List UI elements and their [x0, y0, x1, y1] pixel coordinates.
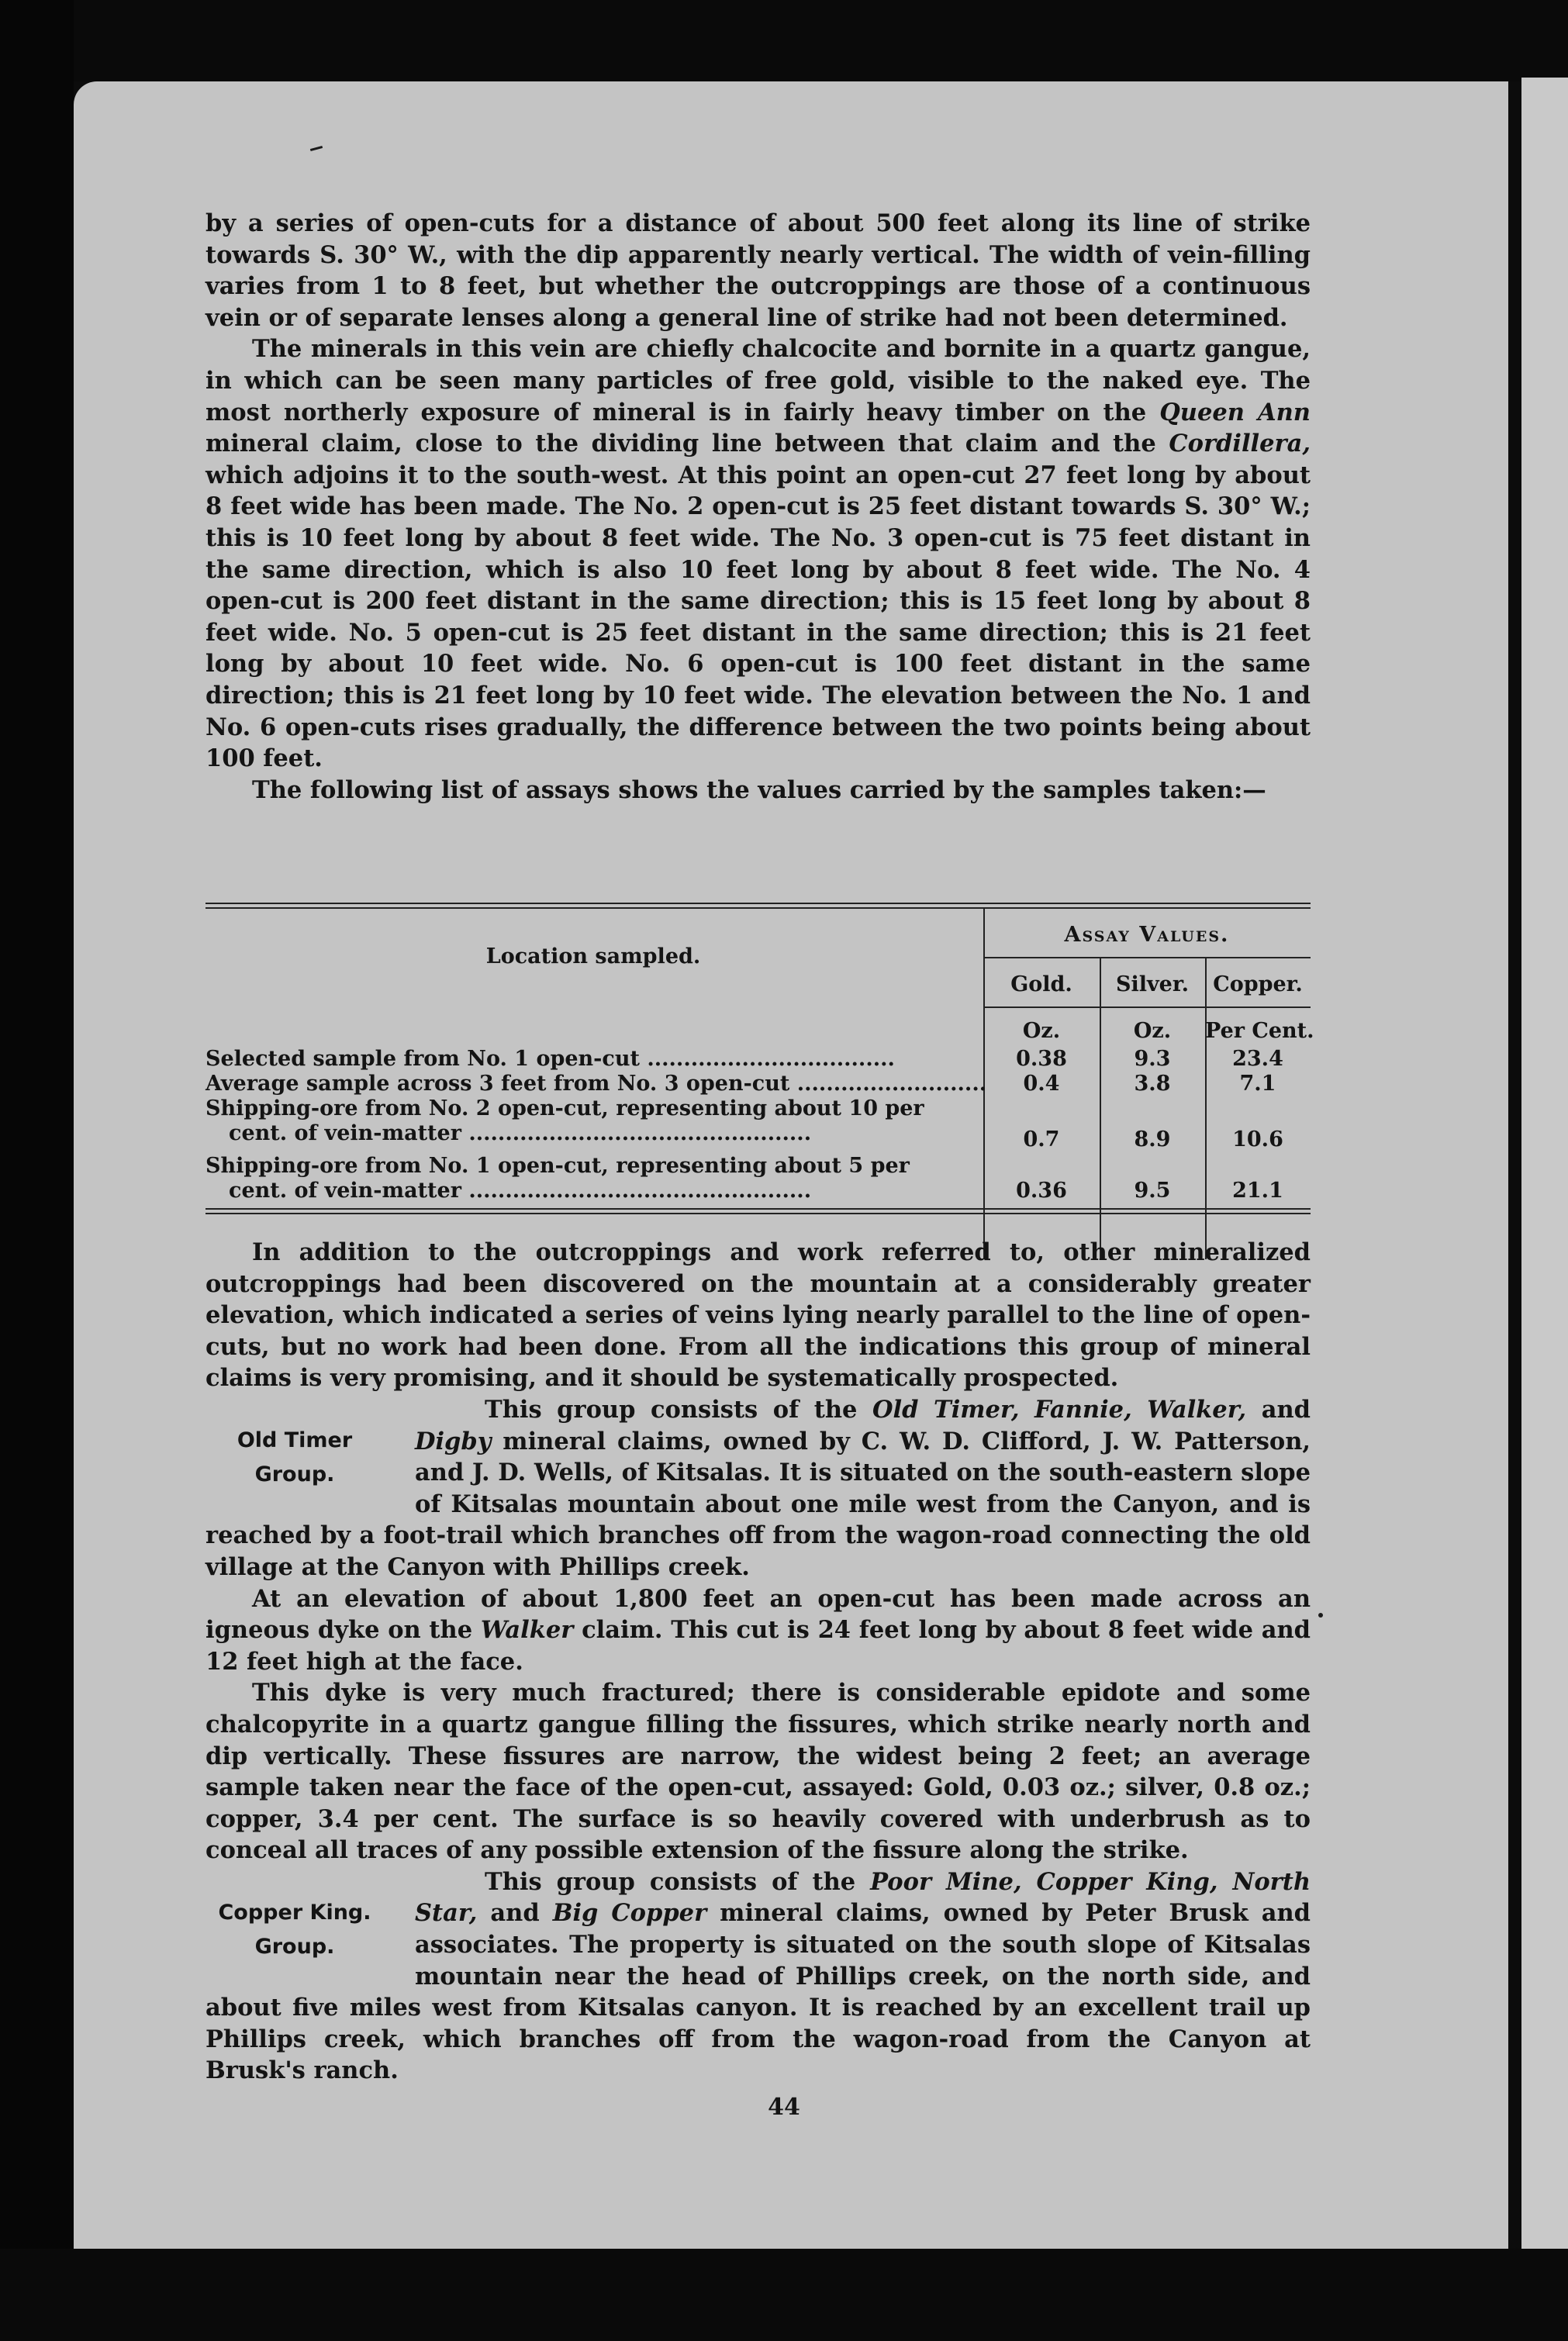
adjacent-page-edge — [1521, 78, 1568, 2264]
table-row-label-cont: cent. of vein-matter ............................................... — [229, 1179, 812, 1203]
paragraph-old-timer-group: This group consists of the Old Timer, Fannie, Walker, and Digby mineral claims, owned by C. W. D. Clifford, J. W. Patterson, and J. D. Wells, of Kitsalas. It is situated on the south-eastern slope of Kitsalas mountain about one mile west from the Canyon, and is reached by a foot-trail which branches off from the wagon-road connecting the old village at the Canyon with Phillips creek. — [205, 1395, 1311, 1581]
col-header-location: Location sampled. — [485, 944, 701, 969]
table-row-label: Shipping-ore from No. 1 open-cut, representing about 5 per — [205, 1154, 910, 1178]
page-number: 44 — [768, 2094, 800, 2121]
cell-silver: 9.3 — [1134, 1047, 1171, 1071]
table-bottom-rule — [205, 1208, 1311, 1210]
claim-name-walker: Walker — [480, 1616, 574, 1645]
cell-gold: 0.36 — [1016, 1179, 1067, 1203]
col-header-copper: Copper. — [1213, 972, 1303, 996]
cell-gold: 0.38 — [1016, 1047, 1067, 1071]
cell-silver: 9.5 — [1134, 1179, 1171, 1203]
claim-names-old-timer: Old Timer, Fannie, Walker, — [872, 1395, 1247, 1424]
col-header-gold: Gold. — [1010, 972, 1072, 996]
table-header-rule — [983, 1006, 1311, 1008]
cell-gold: 0.4 — [1023, 1072, 1060, 1096]
cell-gold: 0.7 — [1023, 1127, 1060, 1152]
claim-name-cordillera: Cordillera, — [1169, 430, 1311, 458]
claim-name-digby: Digby — [415, 1427, 492, 1455]
table-row-label-cont: cent. of vein-matter ............................................... — [229, 1121, 812, 1145]
cell-silver: 3.8 — [1134, 1072, 1171, 1096]
sidehead-copper-king: Copper King. Group. — [218, 1901, 371, 1959]
body-text-top — [205, 208, 1311, 806]
table-group-rule — [983, 957, 1311, 958]
table-row-label: Shipping-ore from No. 2 open-cut, representing about 10 per — [205, 1096, 924, 1120]
paragraph-minerals: The minerals in this vein are chiefly chalcocite and bornite in a quartz gangue, in which can be seen many particles of free gold, visible to the naked eye. The most northerly exposure of mineral is in fairly heavy timber on the Queen Ann mineral claim, close to the dividing line between that claim and the Cordillera, which adjoins it to the south-west. At this point an open-cut 27 feet long by about 8 feet wide has been made. The No. 2 open-cut is 25 feet distant towards S. 30° W.; this is 10 feet long by about 8 feet wide. The No. 3 open-cut is 75 feet distant in the same direction, which is also 10 feet long by about 8 feet wide. The No. 4 open-cut is 200 feet distant in the same direction; this is 15 feet long by about 8 feet wide. No. 5 open-cut is 25 feet distant in the same direction; this is 21 feet long by about 10 feet wide. No. 6 open-cut is 100 feet distant in the same direction; this is 21 feet long by 10 feet wide. The elevation between the No. 1 and No. 6 open-cuts rises gradually, the difference between the two points being about 100 feet. — [205, 335, 1311, 773]
paragraph-copper-king-group: This group consists of the Poor Mine, Copper King, North Star, and Big Copper mineral claims, owned by Peter Brusk and associates. The property is situated on the south slope of Kitsalas mountain near the head of Phillips creek, on the north side, and about five miles west from Kitsalas canyon. It is reached by an excellent trail up Phillips creek, which branches off from the wagon-road from the Canyon at Brusk's ranch. — [205, 1867, 1311, 2085]
cell-copper: 10.6 — [1232, 1127, 1283, 1152]
claim-name-queen-ann: Queen Ann — [1159, 398, 1311, 426]
unit-silver: Oz. — [1133, 1019, 1172, 1043]
scan-border-left — [0, 0, 74, 2341]
paragraph-walker-cut: At an elevation of about 1,800 feet an open-cut has been made across an igneous dyke on the Walker claim. This cut is 24 feet long by about 8 feet wide and 12 feet high at the face. — [205, 1584, 1311, 1676]
paragraph-assay-intro: The following list of assays shows the values carried by the samples taken:— — [252, 775, 1266, 804]
cell-copper: 21.1 — [1232, 1179, 1283, 1203]
table-top-rule-2 — [205, 907, 1311, 909]
table-top-rule — [205, 903, 1311, 904]
table-row-label: Selected sample from No. 1 open-cut .................................. — [205, 1047, 895, 1071]
table-row-label: Average sample across 3 feet from No. 3 open-cut .......................... — [205, 1072, 987, 1096]
col-group-assay-values: Assay Values. — [1064, 923, 1230, 947]
cell-copper: 23.4 — [1232, 1047, 1283, 1071]
unit-copper: Per Cent. — [1205, 1019, 1314, 1043]
paragraph-dyke: This dyke is very much fractured; there is considerable epidote and some chalcopyrite in a quartz gangue filling the fissures, which strike nearly north and dip vertically. These fissures are narrow, the widest being 2 feet; an average sample taken near the face of the open-cut, assayed: Gold, 0.03 oz.; silver, 0.8 oz.; copper, 3.4 per cent. The surface is so heavily covered with underbrush as to conceal all traces of any possible extension of the fissure along the strike. — [205, 1679, 1311, 1865]
cell-copper: 7.1 — [1239, 1072, 1276, 1096]
sidehead-old-timer: Old Timer Group. — [237, 1428, 353, 1486]
paragraph-other-outcroppings: In addition to the outcroppings and work referred to, other mineralized outcroppings had been discovered on the mountain at a considerably greater elevation, which indicated a series of veins lying nearly parallel to the line of open-cuts, but no work had been done. From all the indications this group of mineral claims is very promising, and it should be systematically prospected. — [205, 1238, 1311, 1393]
paragraph-vein-extent: by a series of open-cuts for a distance of about 500 feet along its line of strike towards S. 30° W., with the dip apparently nearly vertical. The width of vein-filling varies from 1 to 8 feet, but whether the outcroppings are those of a continuous vein or of separate lenses along a general line of strike had not been determined. — [205, 209, 1311, 332]
cell-silver: 8.9 — [1134, 1127, 1171, 1152]
claim-name-big-copper: Big Copper — [552, 1899, 707, 1928]
scan-speck — [1318, 1613, 1323, 1618]
scan-border-top — [0, 0, 1568, 81]
unit-gold: Oz. — [1022, 1019, 1061, 1043]
col-header-silver: Silver. — [1115, 972, 1190, 996]
claim-names-copper-king: Poor Mine, Copper King, North Star, — [415, 1867, 1311, 1928]
table-bottom-rule-2 — [205, 1213, 1311, 1214]
scan-border-bottom — [0, 2249, 1568, 2341]
